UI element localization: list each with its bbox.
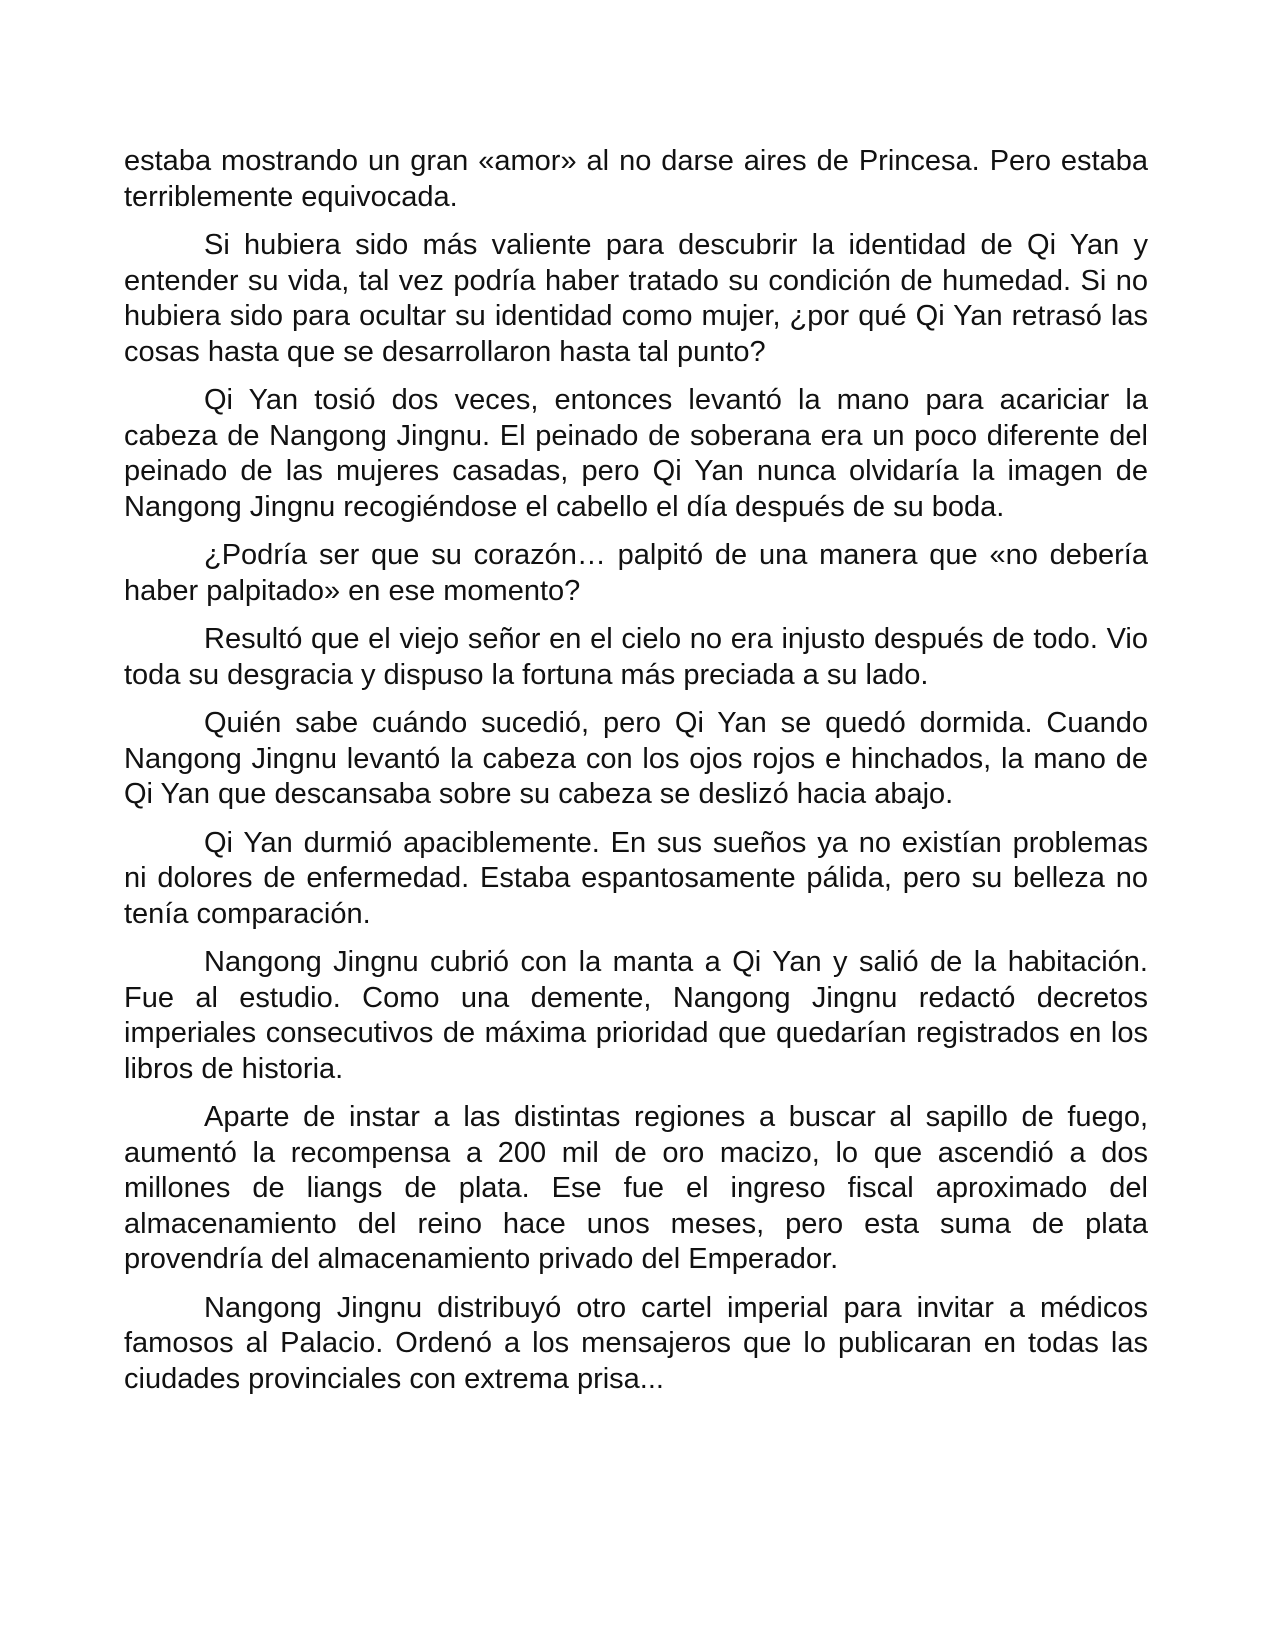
- paragraph-6: Quién sabe cuándo sucedió, pero Qi Yan se quedó dormida. Cuando Nangong Jingnu levantó la cabeza con los ojos rojos e hinchados, la mano de Qi Yan que descansaba sobre su cabeza se deslizó hacia abajo.: [124, 707, 1148, 810]
- paragraph-1: estaba mostrando un gran «amor» al no darse aires de Princesa. Pero estaba terriblemente equivocada.: [124, 145, 1148, 213]
- paragraph-10: Nangong Jingnu distribuyó otro cartel imperial para invitar a médicos famosos al Palacio. Ordenó a los mensajeros que lo publicaran en todas las ciudades provinciales con extrema prisa...: [124, 1291, 1148, 1395]
- paragraph-7: Qi Yan durmió apaciblemente. En sus sueños ya no existían problemas ni dolores de enfermedad. Estaba espantosamente pálida, pero su belleza no tenía comparación.: [124, 826, 1148, 930]
- paragraph-8: Nangong Jingnu cubrió con la manta a Qi Yan y salió de la habitación. Fue al estudio. Como una demente, Nangong Jingnu redactó decretos imperiales consecutivos de máxima prioridad que quedarían registrados en los libros de historia.: [124, 946, 1148, 1085]
- paragraph-4: ¿Podría ser que su corazón… palpitó de una manera que «no debería haber palpitado» en ese momento?: [124, 539, 1148, 607]
- paragraph-9: Aparte de instar a las distintas regiones a buscar al sapillo de fuego, aumentó la recompensa a 200 mil de oro macizo, lo que ascendió a dos millones de liangs de plata. Ese fue el ingreso fiscal aproximado del almacenamiento del reino hace unos meses, pero esta suma de plata provendría del almacenamiento privado del Emperador.: [124, 1101, 1148, 1275]
- paragraph-2: Si hubiera sido más valiente para descubrir la identidad de Qi Yan y entender su vida, tal vez podría haber tratado su condición de humedad. Si no hubiera sido para ocultar su identidad como mujer, ¿por qué Qi Yan retrasó las cosas hasta que se desarrollaron hasta tal punto?: [124, 229, 1148, 368]
- paragraph-3: Qi Yan tosió dos veces, entonces levantó la mano para acariciar la cabeza de Nangong Jingnu. El peinado de soberana era un poco diferente del peinado de las mujeres casadas, pero Qi Yan nunca olvidaría la imagen de Nangong Jingnu recogiéndose el cabello el día después de su boda.: [124, 384, 1148, 523]
- paragraph-5: Resultó que el viejo señor en el cielo no era injusto después de todo. Vio toda su desgracia y dispuso la fortuna más preciada a su lado.: [124, 623, 1148, 691]
- document-page: [124, 144, 1148, 1410]
